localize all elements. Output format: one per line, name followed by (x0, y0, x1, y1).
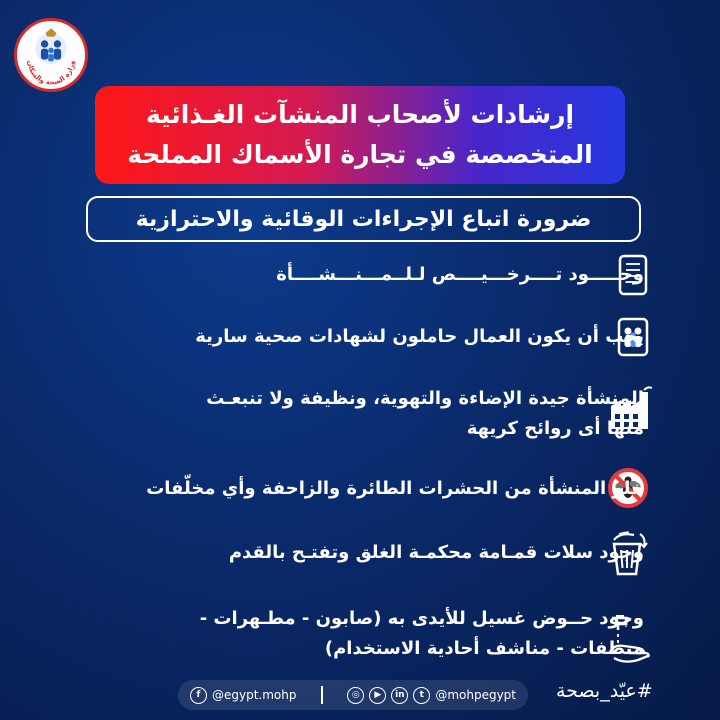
subtitle-text: ضرورة اتباع الإجراءات الوقائية والاحترازية (135, 206, 592, 232)
subtitle-box (86, 196, 641, 242)
title-line-2: المتخصصة في تجارة الأسماك المملحة (127, 140, 593, 169)
social-links[interactable] (347, 687, 516, 704)
item-hand-wash-line-2: منظفات - مناشف أحادية الاستخدام) (324, 638, 644, 659)
item-no-insects: خلو المنشأة من الحشرات الطائرة والزاحفة وأي مخلّفات (146, 478, 644, 499)
youtube-icon: ▶ (369, 687, 386, 704)
facebook-link[interactable] (190, 687, 297, 704)
item-hand-wash-line-1: وجود حــوض غسيل للأيدى به (صابون - مطـهرات - (199, 608, 644, 629)
campaign-hashtag: #عيّد_بصحة (556, 680, 653, 702)
facebook-icon: f (190, 687, 207, 704)
title-banner (95, 86, 625, 184)
item-trash-bin: وجود سلات قمـامة محكمـة الغلق وتفتـح بالقدم (228, 542, 644, 563)
item-license: وجـــــود تــــرخـــيــــص لـلــمـــنـــشــــأة (276, 264, 644, 285)
social-handle: @mohpegypt (435, 688, 516, 702)
item-factory-line-2: منها أى روائح كريهة (466, 418, 644, 439)
footer-divider (321, 686, 323, 704)
social-footer (178, 680, 528, 710)
item-factory-line-1: المنشأة جيدة الإضاءة والتهوية، ونظيفة ولا تنبعـث (206, 388, 644, 409)
twitter-icon: t (413, 687, 430, 704)
facebook-handle: @egypt.mohp (212, 688, 297, 702)
linkedin-icon: in (391, 687, 408, 704)
logo-arc-text: وزارة الصحة والسكان (25, 60, 77, 87)
title-line-1: إرشادات لأصحاب المنشآت الغـذائية (145, 100, 575, 129)
item-hand-wash (200, 604, 644, 664)
item-factory (206, 384, 644, 444)
instagram-icon: ◎ (347, 687, 364, 704)
ministry-logo (14, 18, 88, 92)
item-workers-certificate: يجب أن يكون العمال حاملون لشهادات صحية سارية (195, 326, 644, 347)
